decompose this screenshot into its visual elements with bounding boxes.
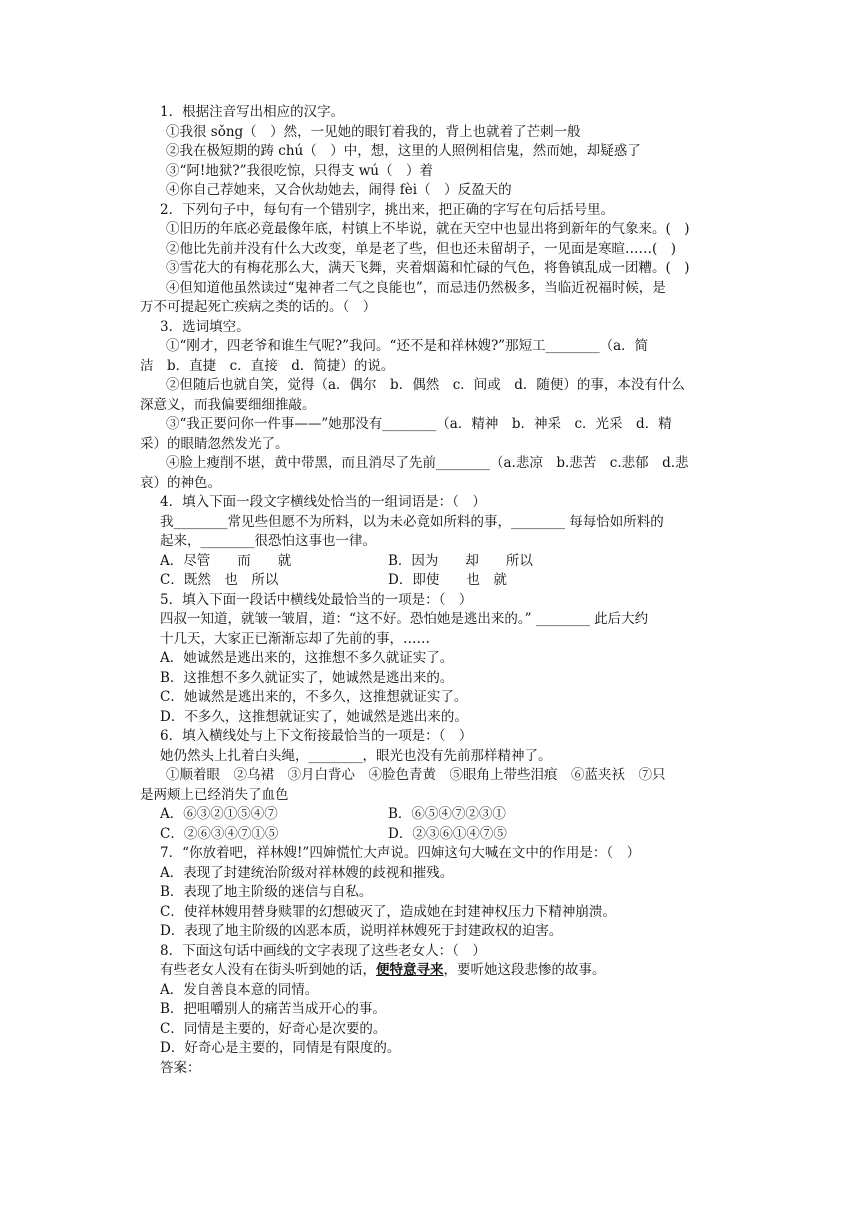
question-7-stem: 7．“你放着吧，祥林嫂!”四婶慌忙大声说。四婶这句大喊在文中的作用是：（ ）	[160, 845, 641, 861]
text-line: ②我在极短期的踌 chú（ ）中，想，这里的人照例相信鬼，然而她，却疑惑了	[166, 143, 641, 159]
option-item: A．尽管 而 就	[160, 552, 292, 569]
text-line: 四叔一知道，就皱一皱眉，道：“这不好。恐怕她是逃出来的。” ________ 此后大约	[160, 611, 649, 627]
option-item: A．⑥③②①⑤④⑦	[160, 806, 278, 822]
text-line: B．这推想不多久就证实了，她诚然是逃出来的。	[160, 669, 454, 686]
question-8-stem: 8．下面这句话中画线的文字表现了这些老女人：（ ）	[160, 942, 486, 959]
text-line: ②但随后也就自笑，觉得（a．偶尔 b．偶然 c．间或 d．随便）的事，本没有什么	[166, 377, 685, 393]
text-line: 4．填入下面一段文字横线处恰当的一组词语是：（ ）	[160, 494, 486, 510]
text-line: ①旧历的年底必竟最像年底，村镇上不毕说，就在天空中也显出将到新年的气象来。( )	[166, 221, 690, 237]
questions-5-to-6	[140, 591, 732, 806]
text-line: ②他比先前并没有什么大改变，单是老了些，但也还未留胡子，一见面是寒暄……( )	[166, 240, 677, 257]
option-row	[140, 825, 732, 845]
option-item: B．因为 却 所以	[388, 552, 533, 569]
question-8-option-b: B．把咀嚼别人的痛苦当成开心的事。	[160, 1001, 386, 1017]
question-7-option-d: D．表现了地主阶级的凶恶本质，说明祥林嫂死于封建政权的迫害。	[160, 923, 563, 939]
question-7-option-a: A．表现了封建统治阶级对祥林嫂的歧视和摧残。	[160, 864, 454, 881]
text-line: 洁 b．直捷 c．直接 d．简捷）的说。	[140, 357, 395, 374]
option-row	[140, 805, 732, 825]
text-line: 哀）的神色。	[140, 474, 221, 491]
text-line: ③“阿!地狱?”我很吃惊，只得支 wú（ ）着	[166, 162, 434, 179]
text-line: 5．填入下面一段话中横线处最恰当的一项是：（ ）	[160, 591, 473, 608]
question-8-option-c: C．同情是主要的，好奇心是次要的。	[160, 1020, 387, 1037]
text-line: ③雪花大的有梅花那么大，满天飞舞，夹着烟蔼和忙碌的气色，将鲁镇乱成一团糟。( )	[166, 260, 690, 276]
text-line: 6．填入横线处与上下文衔接最恰当的一项是：（ ）	[160, 728, 473, 744]
text-line: 3．选词填空。	[160, 318, 250, 335]
text-line: D．不多久，这推想就证实了，她诚然是逃出来的。	[160, 708, 468, 725]
text-line: 采）的眼睛忽然发光了。	[140, 435, 289, 452]
option-row	[140, 552, 732, 572]
option-item: B．⑥⑤④⑦②③①	[388, 806, 506, 822]
question-content	[140, 103, 732, 1078]
questions-1-to-4-stem	[140, 103, 732, 552]
text-line: 十几天，大家正已渐渐忘却了先前的事，……	[160, 630, 430, 647]
text-line: A．她诚然是逃出来的，这推想不多久就证实了。	[160, 650, 454, 666]
text-line: ③“我正要问你一件事——”她那没有________（a．精神 b．神采 c．光采 d．精	[166, 416, 672, 432]
question-8-sentence	[140, 961, 732, 981]
question-6-options	[140, 805, 732, 844]
text-line: 我________常见些但愿不为所料，以为未必竟如所料的事，________ 每每恰如所料的	[160, 513, 664, 530]
text-line: ④脸上瘦削不堪，黄中带黑，而且消尽了先前________（a.悲凉 b.悲苦 c.悲郁 d.悲	[166, 455, 689, 471]
text-line: 1．根据注音写出相应的汉字。	[160, 104, 345, 120]
text-line: ④但知道他虽然读过“鬼神者二气之良能也”，而忌违仍然极多，当临近祝福时候，是	[166, 279, 666, 296]
question-8-option-d: D．好奇心是主要的，同情是有限度的。	[160, 1040, 401, 1056]
text-line: 深意义，而我偏要细细推敲。	[140, 396, 316, 413]
text-line: 2．下列句子中，每句有一个错别字，挑出来，把正确的字写在句后括号里。	[160, 201, 615, 218]
text-line: C．她诚然是逃出来的，不多久，这推想就证实了。	[160, 689, 468, 705]
question-7-option-c: C．使祥林嫂用替身赎罪的幻想破灭了，造成她在封建神权压力下精神崩溃。	[160, 903, 616, 920]
text-line: 是两颊上已经消失了血色	[140, 786, 289, 803]
text-line: 起来，________很恐怕这事也一律。	[160, 533, 376, 549]
text-line: 她仍然头上扎着白头绳，________，眼光也没有先前那样精神了。	[160, 747, 552, 764]
option-item: C．②⑥③④⑦①⑤	[160, 825, 279, 842]
text-line: 万不可提起死亡疾病之类的话的。（ ）	[140, 299, 377, 315]
text-line: ①顺着眼 ②乌裙 ③月白背心 ④脸色青黄 ⑤眼角上带些泪痕 ⑥蓝夹袄 ⑦只	[166, 767, 666, 783]
underlined-phrase: 便特意寻来	[376, 962, 444, 978]
sentence-after: ，要听她这段悲惨的故事。	[443, 962, 606, 978]
sentence-before: 有些老女人没有在街头听到她的话，	[160, 962, 376, 978]
option-item: D．②③⑥①④⑦⑤	[388, 825, 507, 842]
question-4-options	[140, 552, 732, 591]
option-item: D．即使 也 就	[388, 572, 507, 588]
question-7-option-b: B．表现了地主阶级的迷信与自私。	[160, 884, 373, 900]
question-8-option-a: A．发自善良本意的同情。	[160, 981, 319, 998]
option-item: C．既然 也 所以	[160, 572, 279, 588]
text-line: ①“刚才，四老爷和谁生气呢?”我问。“还不是和祥林嫂?”那短工________（a．简	[166, 338, 649, 354]
text-line: ④你自己荐她来，又合伙劫她去，闹得 fèi（ ）反盈天的	[166, 182, 512, 198]
option-row	[140, 571, 732, 591]
text-line: ①我很 sǒng（ ）然，一见她的眼钉着我的，背上也就着了芒刺一般	[166, 123, 581, 140]
answer-label: 答案：	[160, 1059, 201, 1076]
